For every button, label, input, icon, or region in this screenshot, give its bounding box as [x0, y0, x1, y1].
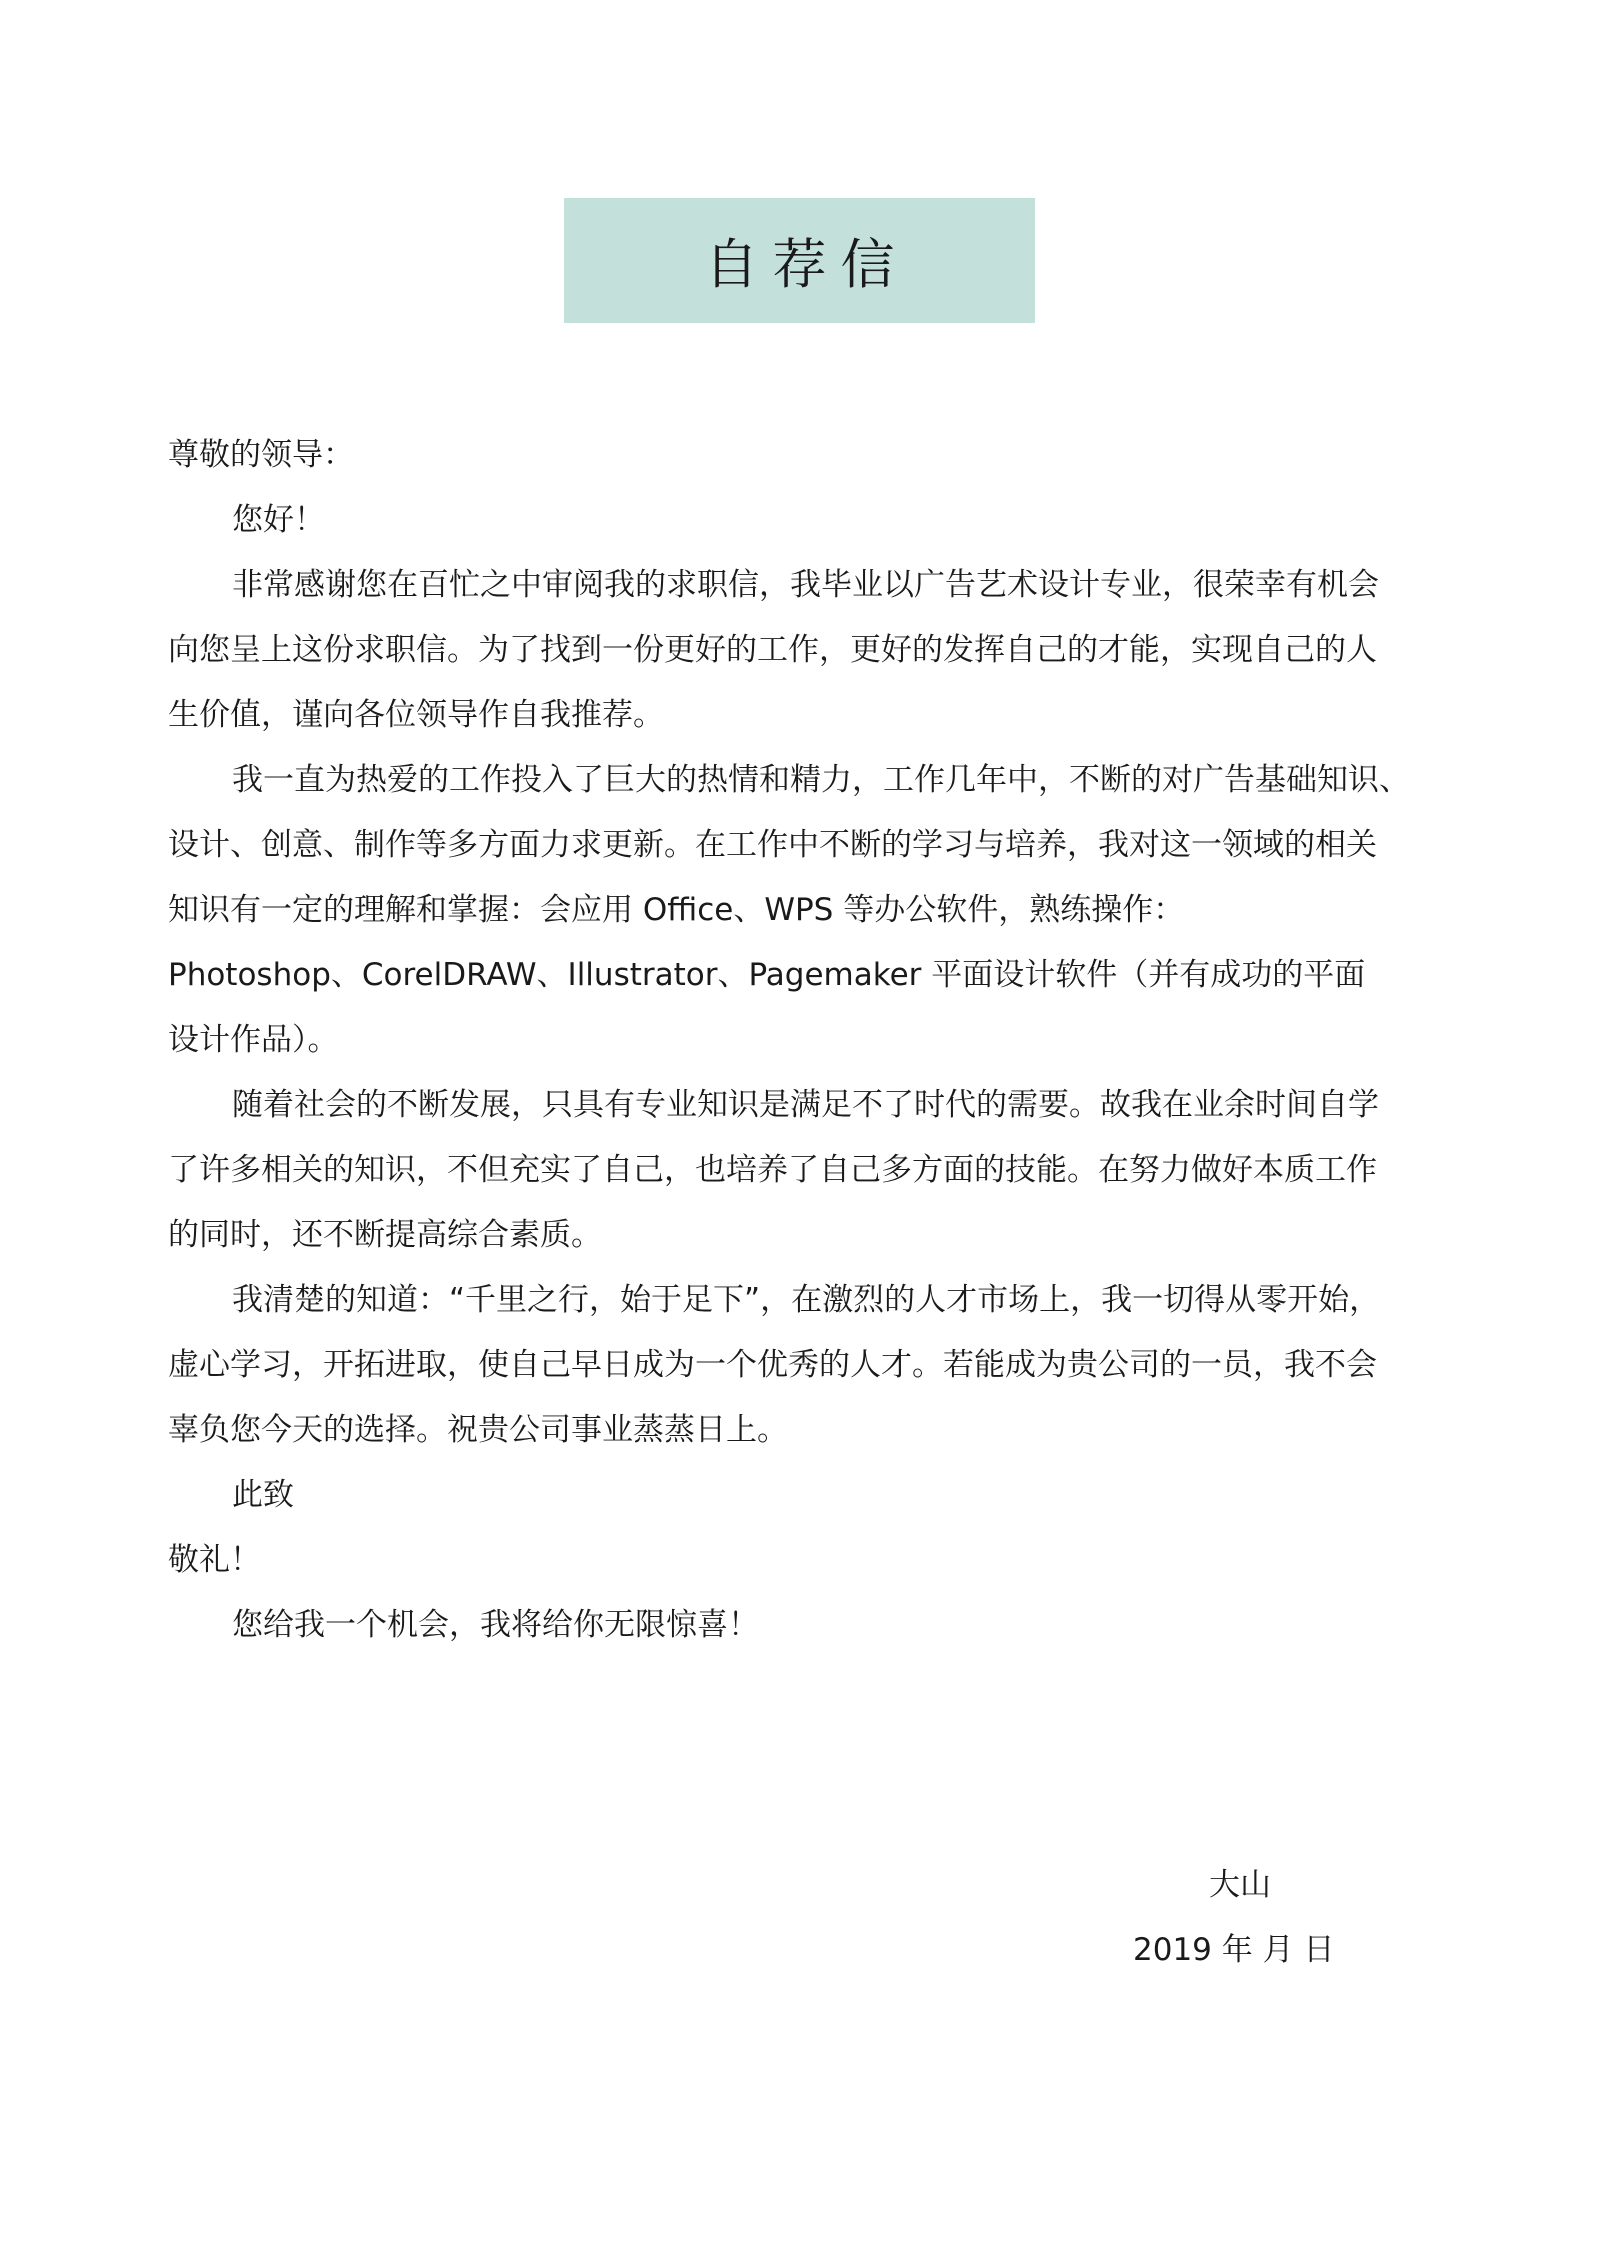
regards: 敬礼！	[168, 1542, 261, 1578]
paragraph-line: 我清楚的知道：“千里之行，始于足下”，在激烈的人才市场上，我一切得从零开始，	[232, 1282, 1381, 1318]
paragraph-2	[168, 748, 1468, 1073]
paragraph-line: 辜负您今天的选择。祝贵公司事业蒸蒸日上。	[168, 1412, 788, 1448]
paragraph-1	[168, 553, 1468, 748]
signature-name: 大山	[1209, 1867, 1271, 1903]
paragraph-line: 非常感谢您在百忙之中审阅我的求职信，我毕业以广告艺术设计专业，很荣幸有机会	[232, 567, 1379, 603]
paragraph-line: 我一直为热爱的工作投入了巨大的热情和精力，工作几年中，不断的对广告基础知识、	[232, 762, 1410, 798]
paragraph-4	[168, 1268, 1468, 1463]
closing: 此致	[232, 1477, 294, 1513]
paragraph-line: 虚心学习，开拓进取，使自己早日成为一个优秀的人才。若能成为贵公司的一员，我不会	[168, 1347, 1377, 1383]
final-note: 您给我一个机会，我将给你无限惊喜！	[232, 1607, 759, 1643]
document-title: 自荐信	[704, 233, 909, 296]
paragraph-line: 生价值，谨向各位领导作自我推荐。	[168, 697, 664, 733]
signature-date: 2019 年 月 日	[1133, 1932, 1335, 1968]
paragraph-line: 设计、创意、制作等多方面力求更新。在工作中不断的学习与培养，我对这一领域的相关	[168, 827, 1377, 863]
salutation: 尊敬的领导：	[168, 437, 354, 473]
paragraph-line: Photoshop、CorelDRAW、Illustrator、Pagemaker 平面设计软件（并有成功的平面	[168, 957, 1366, 993]
title-banner	[564, 198, 1035, 323]
paragraph-line: 知识有一定的理解和掌握：会应用 Office、WPS 等办公软件，熟练操作：	[168, 892, 1185, 928]
letter-body	[168, 423, 1468, 1658]
paragraph-line: 了许多相关的知识，不但充实了自己，也培养了自己多方面的技能。在努力做好本质工作	[168, 1152, 1377, 1188]
paragraph-line: 的同时，还不断提高综合素质。	[168, 1217, 602, 1253]
paragraph-3	[168, 1073, 1468, 1268]
paragraph-line: 随着社会的不断发展，只具有专业知识是满足不了时代的需要。故我在业余时间自学	[232, 1087, 1379, 1123]
paragraph-line: 设计作品）。	[168, 1022, 339, 1058]
greeting: 您好！	[232, 502, 325, 538]
paragraph-line: 向您呈上这份求职信。为了找到一份更好的工作，更好的发挥自己的才能，实现自己的人	[168, 632, 1377, 668]
